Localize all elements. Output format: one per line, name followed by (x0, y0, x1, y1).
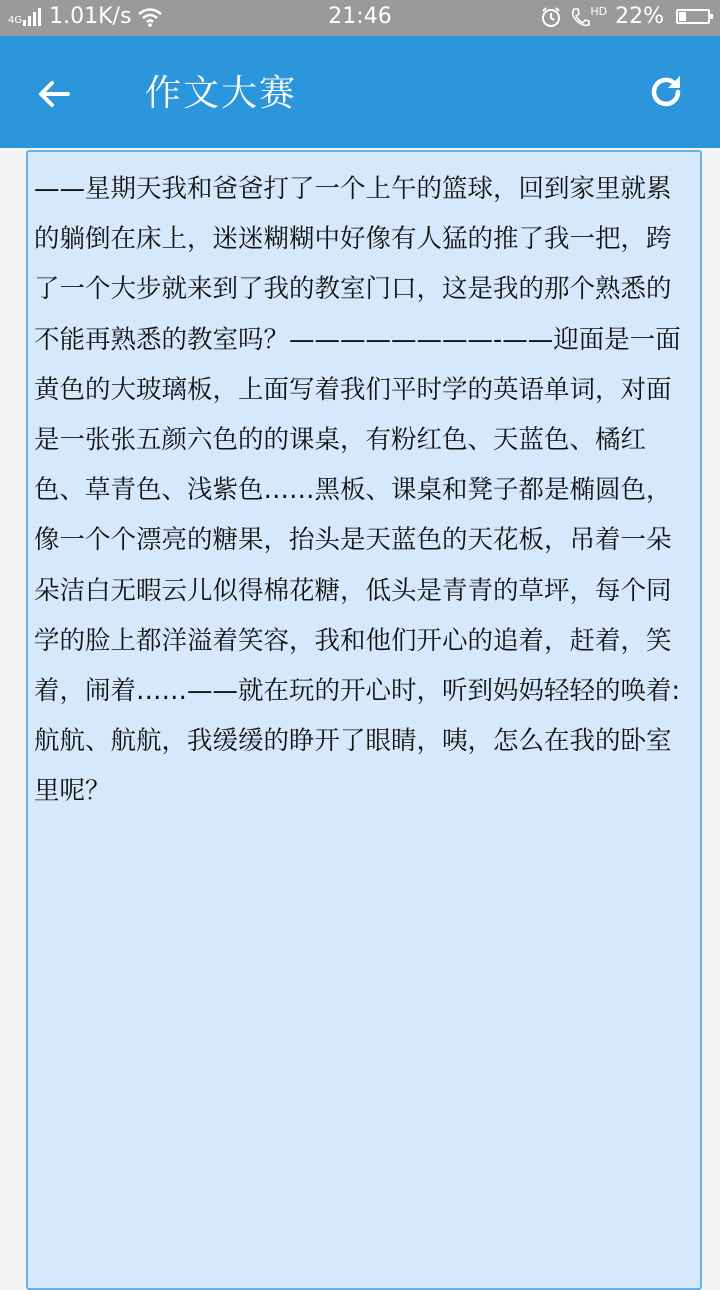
battery-icon (676, 9, 710, 24)
clock: 21:46 (328, 4, 392, 29)
status-right (540, 4, 710, 29)
network-type: 4G (8, 14, 23, 26)
phone-icon (570, 6, 590, 28)
arrow-left-icon (36, 76, 72, 112)
hd-call-icon (570, 6, 607, 28)
network-speed: 1.01K/s (49, 4, 132, 29)
refresh-button[interactable] (636, 62, 696, 122)
back-button[interactable] (24, 64, 84, 124)
status-bar (0, 0, 720, 36)
battery-level (679, 12, 686, 21)
battery-percent: 22% (615, 4, 664, 29)
refresh-icon (647, 73, 685, 111)
essay-text-area[interactable] (26, 150, 702, 1290)
hd-label: HD (590, 4, 608, 18)
page-title: 作文大赛 (145, 73, 298, 114)
essay-content: ——星期天我和爸爸打了一个上午的篮球，回到家里就累的躺倒在床上，迷迷糊糊中好像有人猛的推了我一把，跨了一个大步就来到了我的教室门口，这是我的那个熟悉的不能再熟悉的教室吗？————————-——迎面是一面黄色的大玻璃板，上面写着我们平时学的英语单词，对面是一张张五颜六色的的课桌，有粉红色、天蓝色、橘红色、草青色、浅紫色……黑板、课桌和凳子都是椭圆色，像一个个漂亮的糖果，抬头是天蓝色的天花板，吊着一朵朵洁白无暇云儿似得棉花糖，低头是青青的草坪，每个同学的脸上都洋溢着笑容，我和他们开心的追着，赶着，笑着，闹着……——就在玩的开心时，听到妈妈轻轻的唤着:航航、航航，我缓缓的睁开了眼睛，咦，怎么在我的卧室里呢？ (34, 174, 681, 807)
alarm-icon (540, 6, 562, 28)
app-bar (0, 36, 720, 148)
